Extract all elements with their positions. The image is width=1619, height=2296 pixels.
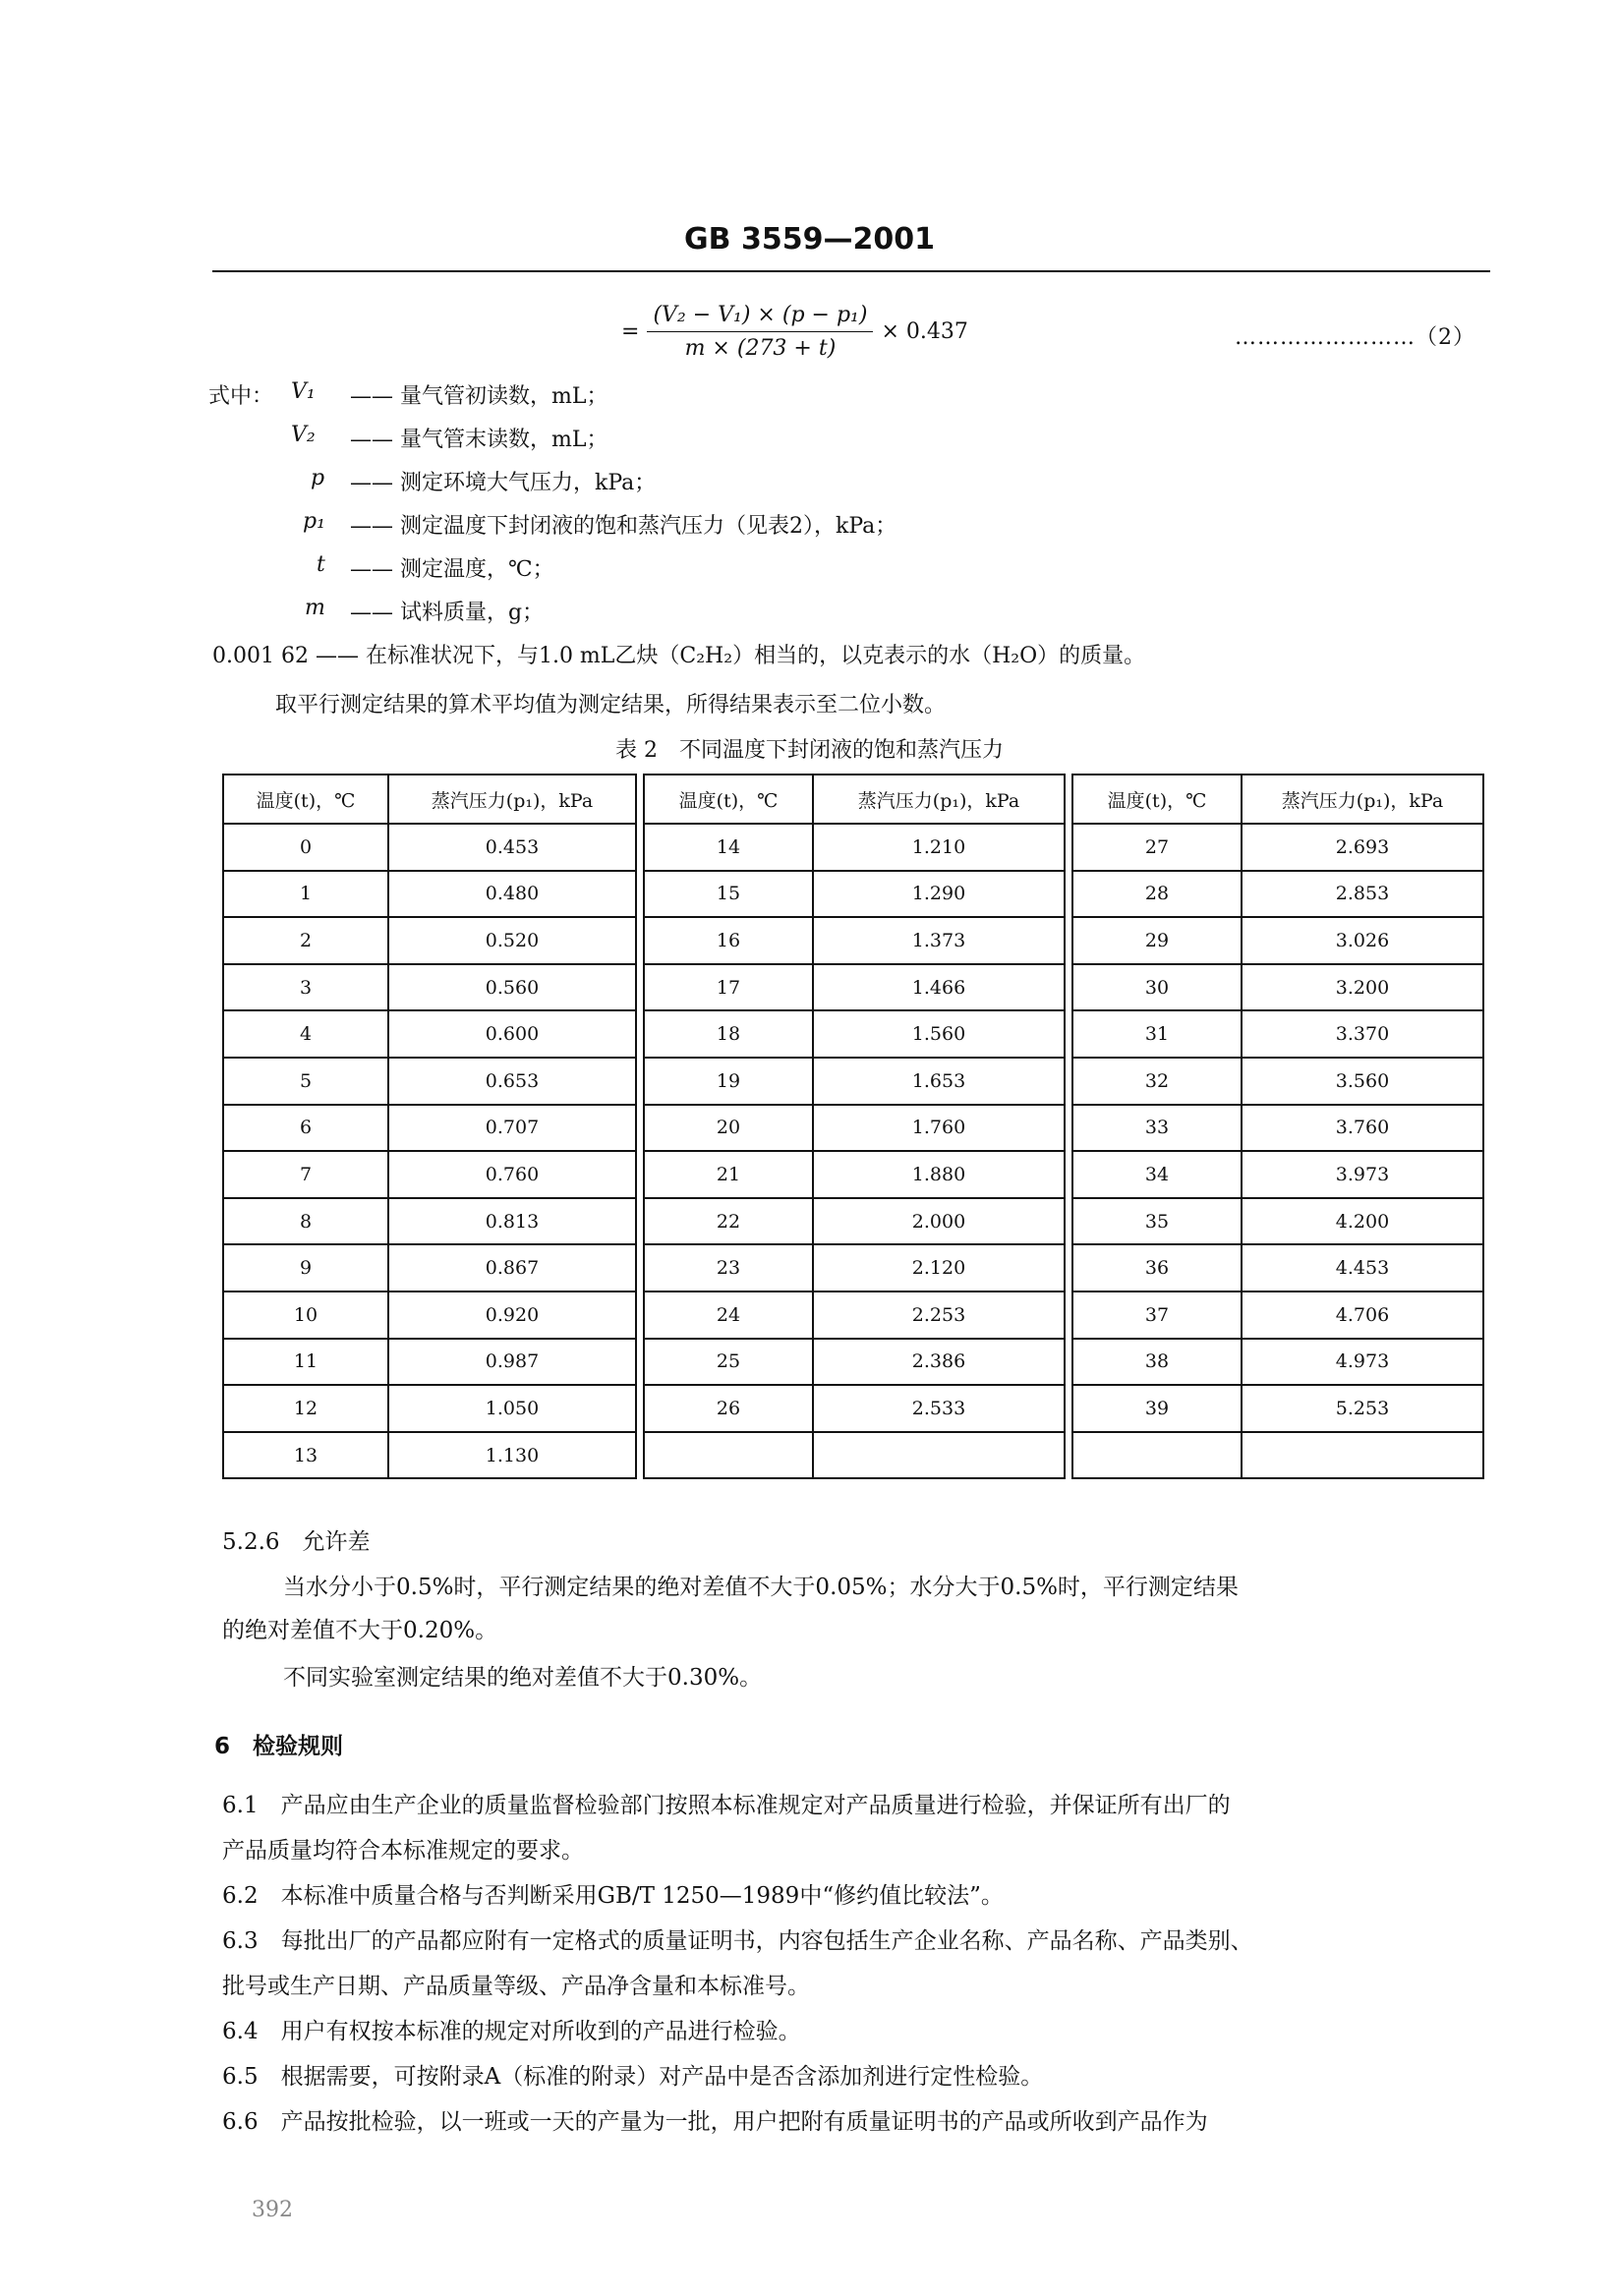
pressure-cell: 1.210 [813, 824, 1065, 871]
column-gap [636, 775, 644, 824]
table-row [223, 1292, 1483, 1339]
column-gap [1065, 1292, 1072, 1339]
pressure-cell: 0.987 [388, 1339, 636, 1386]
temperature-cell: 17 [644, 964, 813, 1011]
column-gap [1065, 824, 1072, 871]
column-gap [636, 1339, 644, 1386]
column-gap [1065, 1432, 1072, 1479]
temperature-cell: 29 [1072, 917, 1242, 964]
column-gap [1065, 1244, 1072, 1292]
variable-intro [208, 379, 273, 410]
tolerance-line: 不同实验室测定结果的绝对差值不大于0.30%。 [283, 1665, 763, 1691]
variable-symbol: V₁ [291, 379, 316, 404]
column-gap [1065, 1105, 1072, 1152]
pressure-cell: 2.386 [813, 1339, 1065, 1386]
temperature-cell: 14 [644, 824, 813, 871]
pressure-cell: 0.760 [388, 1151, 636, 1198]
column-gap [636, 1292, 644, 1339]
column-header: 温度(t)，℃ [1072, 775, 1242, 824]
column-gap [636, 1198, 644, 1245]
pressure-cell [813, 1432, 1065, 1479]
variable-desc: —— 测定环境大气压力，kPa； [350, 471, 657, 495]
temperature-cell: 12 [223, 1385, 388, 1432]
pressure-cell: 2.120 [813, 1244, 1065, 1292]
variable-desc: —— 量气管末读数，mL； [350, 428, 608, 452]
pressure-cell: 2.000 [813, 1198, 1065, 1245]
temperature-cell: 11 [223, 1339, 388, 1386]
pressure-cell: 1.373 [813, 917, 1065, 964]
formula-fraction [647, 303, 873, 361]
temperature-cell: 13 [223, 1432, 388, 1479]
section-heading-inspection: 6 检验规则 [214, 1734, 344, 1759]
variable-desc: —— 量气管初读数，mL； [350, 384, 608, 409]
vapor-pressure-table [222, 774, 1484, 1479]
variable-item [291, 379, 608, 409]
temperature-cell: 8 [223, 1198, 388, 1245]
formula-number: ……………………（2） [1235, 325, 1475, 350]
temperature-cell: 37 [1072, 1292, 1242, 1339]
paragraph-line: 6.2 本标准中质量合格与否判断采用GB/T 1250—1989中“修约值比较法”。 [222, 1883, 1004, 1909]
pressure-cell: 2.693 [1242, 824, 1483, 871]
column-gap [636, 917, 644, 964]
column-gap [1065, 1198, 1072, 1245]
temperature-cell: 19 [644, 1058, 813, 1105]
pressure-cell: 1.290 [813, 871, 1065, 918]
temperature-cell: 38 [1072, 1339, 1242, 1386]
column-gap [1065, 1058, 1072, 1105]
paragraph-line: 6.3 每批出厂的产品都应附有一定格式的质量证明书，内容包括生产企业名称、产品名称、产品类别、 [222, 1928, 1253, 1954]
temperature-cell: 22 [644, 1198, 813, 1245]
formula-lead: = [621, 319, 640, 344]
column-gap [636, 1151, 644, 1198]
temperature-cell: 0 [223, 824, 388, 871]
vapor-pressure-grid [222, 774, 1484, 1479]
temperature-cell: 31 [1072, 1010, 1242, 1058]
pressure-cell: 0.480 [388, 871, 636, 918]
table-row [223, 1432, 1483, 1479]
pressure-cell: 1.466 [813, 964, 1065, 1011]
paragraph-line: 6.5 根据需要，可按附录A（标准的附录）对产品中是否含添加剂进行定性检验。 [222, 2064, 1044, 2090]
standard-header: GB 3559—2001 [684, 222, 935, 257]
column-gap [636, 1105, 644, 1152]
temperature-cell: 30 [1072, 964, 1242, 1011]
tolerance-heading: 5.2.6 允许差 [222, 1529, 371, 1555]
temperature-cell: 16 [644, 917, 813, 964]
temperature-cell: 4 [223, 1010, 388, 1058]
pressure-cell: 0.920 [388, 1292, 636, 1339]
temperature-cell: 15 [644, 871, 813, 918]
pressure-cell: 0.707 [388, 1105, 636, 1152]
column-gap [636, 824, 644, 871]
pressure-cell: 3.026 [1242, 917, 1483, 964]
pressure-cell: 0.867 [388, 1244, 636, 1292]
variable-item [317, 552, 554, 582]
pressure-cell: 0.453 [388, 824, 636, 871]
pressure-cell: 0.813 [388, 1198, 636, 1245]
table-header-row [223, 775, 1483, 824]
column-gap [1065, 871, 1072, 918]
temperature-cell: 39 [1072, 1385, 1242, 1432]
table-row [223, 871, 1483, 918]
pressure-cell: 2.253 [813, 1292, 1065, 1339]
column-gap [636, 1385, 644, 1432]
column-gap [636, 1010, 644, 1058]
column-gap [636, 1058, 644, 1105]
table-row [223, 1198, 1483, 1245]
paragraph-line: 批号或生产日期、产品质量等级、产品净含量和本标准号。 [222, 1974, 810, 1999]
pressure-cell: 0.560 [388, 964, 636, 1011]
pressure-cell: 5.253 [1242, 1385, 1483, 1432]
constant-definition: 0.001 62 —— 在标准状况下，与1.0 mL乙炔（C₂H₂）相当的，以克表示的水（H₂O）的质量。 [212, 644, 1146, 668]
variable-symbol: V₂ [291, 423, 316, 447]
column-header: 温度(t)，℃ [223, 775, 388, 824]
result-note: 取平行测定结果的算术平均值为测定结果，所得结果表示至二位小数。 [275, 693, 947, 718]
temperature-cell: 33 [1072, 1105, 1242, 1152]
tolerance-line: 的绝对差值不大于0.20%。 [222, 1618, 498, 1643]
pressure-cell: 1.050 [388, 1385, 636, 1432]
table-row [223, 964, 1483, 1011]
temperature-cell: 32 [1072, 1058, 1242, 1105]
header-rule [212, 270, 1490, 272]
temperature-cell: 26 [644, 1385, 813, 1432]
temperature-cell: 1 [223, 871, 388, 918]
pressure-cell: 4.200 [1242, 1198, 1483, 1245]
temperature-cell: 36 [1072, 1244, 1242, 1292]
pressure-cell: 3.200 [1242, 964, 1483, 1011]
paragraph-line: 6.6 产品按批检验，以一班或一天的产量为一批，用户把附有质量证明书的产品或所收到产品作为 [222, 2109, 1208, 2135]
pressure-cell: 2.533 [813, 1385, 1065, 1432]
temperature-cell: 6 [223, 1105, 388, 1152]
column-header: 蒸汽压力(p₁)，kPa [1242, 775, 1483, 824]
table-row [223, 1244, 1483, 1292]
variable-item [311, 466, 657, 495]
formula-tail: × 0.437 [881, 319, 968, 344]
temperature-cell: 34 [1072, 1151, 1242, 1198]
pressure-cell: 1.880 [813, 1151, 1065, 1198]
formula-2 [621, 303, 968, 361]
temperature-cell: 18 [644, 1010, 813, 1058]
column-gap [1065, 917, 1072, 964]
pressure-cell: 1.653 [813, 1058, 1065, 1105]
page-number: 392 [252, 2198, 293, 2222]
variable-symbol: p [311, 466, 325, 490]
table-row [223, 1010, 1483, 1058]
variable-symbol: m [305, 596, 325, 620]
variable-desc: —— 测定温度，℃； [350, 557, 554, 582]
pressure-cell: 0.600 [388, 1010, 636, 1058]
temperature-cell [1072, 1432, 1242, 1479]
pressure-cell: 3.370 [1242, 1010, 1483, 1058]
table-row [223, 917, 1483, 964]
variable-intro-label: 式中： [208, 384, 274, 409]
column-header: 温度(t)，℃ [644, 775, 813, 824]
table-caption: 表 2 不同温度下封闭液的饱和蒸汽压力 [615, 738, 1004, 763]
table-row [223, 1385, 1483, 1432]
paragraph-line: 产品质量均符合本标准规定的要求。 [222, 1838, 584, 1864]
pressure-cell: 1.760 [813, 1105, 1065, 1152]
temperature-cell: 27 [1072, 824, 1242, 871]
pressure-cell: 1.560 [813, 1010, 1065, 1058]
pressure-cell: 0.653 [388, 1058, 636, 1105]
temperature-cell: 23 [644, 1244, 813, 1292]
temperature-cell: 2 [223, 917, 388, 964]
table-row [223, 1058, 1483, 1105]
variable-item [305, 596, 545, 625]
table-row [223, 1339, 1483, 1386]
column-gap [1065, 1010, 1072, 1058]
formula-numerator: (V₂ − V₁) × (p − p₁) [647, 303, 873, 332]
table-row [223, 1105, 1483, 1152]
column-gap [636, 1244, 644, 1292]
pressure-cell: 0.520 [388, 917, 636, 964]
column-header: 蒸汽压力(p₁)，kPa [813, 775, 1065, 824]
pressure-cell: 2.853 [1242, 871, 1483, 918]
temperature-cell: 21 [644, 1151, 813, 1198]
pressure-cell: 1.130 [388, 1432, 636, 1479]
variable-item [291, 423, 608, 452]
temperature-cell: 25 [644, 1339, 813, 1386]
column-gap [636, 871, 644, 918]
pressure-cell: 4.973 [1242, 1339, 1483, 1386]
pressure-cell: 4.706 [1242, 1292, 1483, 1339]
table-row [223, 824, 1483, 871]
pressure-cell [1242, 1432, 1483, 1479]
paragraph-line: 6.1 产品应由生产企业的质量监督检验部门按照本标准规定对产品质量进行检验，并保证所有出厂的 [222, 1793, 1231, 1818]
temperature-cell: 35 [1072, 1198, 1242, 1245]
column-gap [1065, 1339, 1072, 1386]
pressure-cell: 3.973 [1242, 1151, 1483, 1198]
variable-item [303, 509, 897, 539]
column-header: 蒸汽压力(p₁)，kPa [388, 775, 636, 824]
temperature-cell: 24 [644, 1292, 813, 1339]
table-row [223, 1151, 1483, 1198]
temperature-cell: 10 [223, 1292, 388, 1339]
variable-symbol: p₁ [303, 509, 325, 534]
column-gap [1065, 1151, 1072, 1198]
variable-desc: —— 试料质量，g； [350, 601, 545, 625]
column-gap [1065, 964, 1072, 1011]
variable-desc: —— 测定温度下封闭液的饱和蒸汽压力（见表2），kPa； [350, 514, 897, 539]
column-gap [636, 964, 644, 1011]
temperature-cell: 7 [223, 1151, 388, 1198]
tolerance-line: 当水分小于0.5%时，平行测定结果的绝对差值不大于0.05%；水分大于0.5%时，平行测定结果 [283, 1575, 1239, 1600]
temperature-cell [644, 1432, 813, 1479]
column-gap [1065, 775, 1072, 824]
pressure-cell: 3.760 [1242, 1105, 1483, 1152]
pressure-cell: 4.453 [1242, 1244, 1483, 1292]
temperature-cell: 5 [223, 1058, 388, 1105]
temperature-cell: 9 [223, 1244, 388, 1292]
variable-symbol: t [317, 552, 325, 577]
column-gap [636, 1432, 644, 1479]
temperature-cell: 20 [644, 1105, 813, 1152]
pressure-cell: 3.560 [1242, 1058, 1483, 1105]
temperature-cell: 3 [223, 964, 388, 1011]
paragraph-line: 6.4 用户有权按本标准的规定对所收到的产品进行检验。 [222, 2019, 801, 2044]
temperature-cell: 28 [1072, 871, 1242, 918]
column-gap [1065, 1385, 1072, 1432]
formula-denominator: m × (273 + t) [684, 336, 837, 361]
